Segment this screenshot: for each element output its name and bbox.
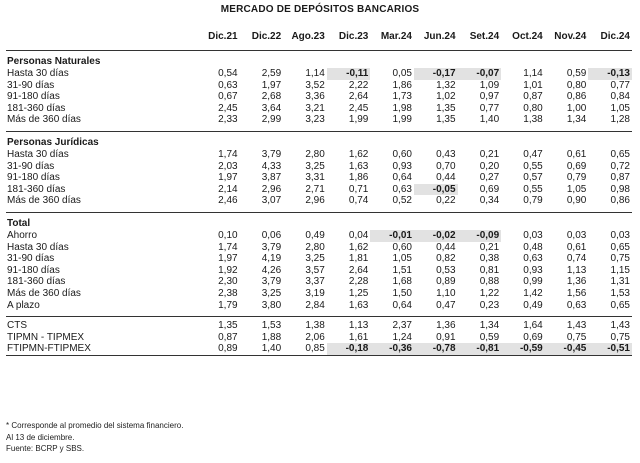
value-cell: 1,74 [218, 241, 238, 253]
value-cell: 0,03 [523, 229, 543, 241]
value-cell: 1,43 [610, 320, 630, 332]
row-label: Más de 360 días [7, 195, 81, 207]
row-label: 181-360 días [7, 183, 66, 195]
value-cell: 1,86 [348, 172, 369, 184]
value-cell: 0,53 [436, 264, 456, 276]
value-cell: 0,75 [566, 331, 587, 343]
row-label: Ahorro [7, 229, 38, 241]
table-row [6, 230, 632, 242]
value-cell: 2,80 [305, 148, 325, 160]
value-cell: -0,36 [370, 343, 414, 355]
value-cell: 0,34 [479, 195, 500, 207]
value-cell: 0,47 [436, 299, 456, 311]
value-cell: 1,42 [523, 287, 543, 299]
header-row [6, 22, 632, 51]
value-cell: 0,49 [305, 229, 325, 241]
value-cell: 0,88 [479, 276, 500, 288]
value-cell: 1,35 [436, 114, 456, 126]
row-label: 181-360 días [7, 276, 66, 288]
value-cell: 0,03 [610, 229, 630, 241]
value-cell: 2,46 [218, 195, 238, 207]
value-cell: 0,86 [566, 91, 587, 103]
value-cell: 0,81 [479, 264, 500, 276]
value-cell: 2,64 [348, 91, 369, 103]
value-cell: 1,97 [261, 79, 282, 91]
value-cell: 0,48 [523, 241, 543, 253]
value-cell: 4,33 [261, 160, 282, 172]
value-cell: 2,96 [261, 183, 282, 195]
value-cell: 0,59 [566, 68, 587, 79]
row-label: 181-360 días [7, 102, 66, 114]
value-cell: 0,85 [283, 343, 327, 355]
value-cell: 1,99 [392, 114, 412, 126]
value-cell: 0,60 [392, 241, 412, 253]
value-cell: 1,97 [218, 172, 238, 184]
row-label: Hasta 30 días [7, 68, 69, 79]
value-cell: 0,70 [436, 160, 456, 172]
value-cell: 0,91 [436, 331, 456, 343]
value-cell: -0,51 [588, 343, 632, 355]
value-cell: 1,63 [348, 299, 369, 311]
value-cell: -0,17 [414, 68, 458, 80]
value-cell: 0,44 [436, 172, 456, 184]
table-row [6, 242, 632, 254]
value-cell: -0,02 [414, 230, 458, 242]
value-cell: 1,05 [566, 183, 587, 195]
deposits-table [6, 22, 632, 356]
value-cell: 0,47 [523, 148, 543, 160]
table-row [6, 149, 632, 161]
table-row [6, 332, 632, 344]
column-header: Set.24 [458, 22, 502, 51]
value-cell: 0,54 [218, 68, 238, 79]
value-cell: 0,20 [479, 160, 500, 172]
value-cell: 1,92 [218, 264, 238, 276]
value-cell: -0,78 [414, 343, 458, 355]
section-title: Personas Naturales [7, 55, 101, 67]
value-cell: 1,35 [218, 320, 238, 332]
value-cell: -0,01 [370, 230, 414, 242]
value-cell: 1,15 [610, 264, 630, 276]
value-cell: 1,25 [348, 287, 369, 299]
value-cell: 0,63 [392, 183, 412, 195]
value-cell: 0,69 [523, 331, 543, 343]
column-header: Dic.24 [588, 22, 632, 51]
value-cell: 1,05 [610, 102, 630, 114]
value-cell: 0,43 [436, 148, 456, 160]
value-cell: 0,44 [436, 241, 456, 253]
row-label: FTIPMN-FTIPMEX [6, 343, 196, 355]
value-cell: 1,02 [436, 91, 456, 103]
value-cell: 1,62 [348, 241, 369, 253]
value-cell: 0,61 [566, 148, 587, 160]
value-cell: 1,63 [348, 160, 369, 172]
value-cell: 1,10 [436, 287, 456, 299]
value-cell: -0,81 [458, 343, 502, 355]
table-row [6, 184, 632, 196]
value-cell: 3,25 [261, 287, 282, 299]
value-cell: 2,38 [218, 287, 238, 299]
value-cell: -0,45 [545, 343, 589, 355]
value-cell: 0,74 [348, 195, 369, 207]
value-cell: 1,36 [436, 320, 456, 332]
value-cell: 2,14 [218, 183, 238, 195]
value-cell: 0,27 [479, 172, 500, 184]
value-cell: 0,23 [479, 299, 500, 311]
table-row [6, 343, 632, 355]
row-label: A plazo [7, 299, 40, 311]
value-cell: 0,38 [479, 253, 500, 265]
value-cell: 0,79 [523, 195, 543, 207]
value-cell: 0,72 [610, 160, 630, 172]
value-cell: -0,59 [501, 343, 545, 355]
row-label: 31-90 días [7, 79, 55, 91]
value-cell: 1,32 [436, 79, 456, 91]
table-row [6, 288, 632, 300]
value-cell: 1,43 [566, 320, 587, 332]
header-label-blank [6, 22, 196, 51]
column-header: Nov.24 [545, 22, 589, 51]
value-cell: 0,64 [392, 299, 412, 311]
value-cell: 0,63 [523, 253, 543, 265]
value-cell: 2,03 [218, 160, 238, 172]
value-cell: 1,50 [392, 287, 412, 299]
value-cell: -0,13 [588, 68, 632, 80]
value-cell: 1,62 [348, 148, 369, 160]
value-cell: 1,73 [392, 91, 412, 103]
value-cell: -0,09 [458, 230, 502, 242]
value-cell: 0,06 [261, 229, 282, 241]
value-cell: 0,98 [610, 183, 630, 195]
value-cell: 4,26 [261, 264, 282, 276]
value-cell: 0,87 [610, 172, 630, 184]
value-cell: 3,57 [305, 264, 325, 276]
value-cell: 3,79 [261, 241, 282, 253]
value-cell: 0,79 [566, 172, 587, 184]
row-label: 91-180 días [7, 91, 60, 103]
value-cell: 0,89 [196, 343, 240, 355]
value-cell: 0,80 [566, 79, 587, 91]
table-row [6, 300, 632, 312]
row-label: Hasta 30 días [7, 241, 69, 253]
table-row [6, 320, 632, 332]
value-cell: 3,79 [261, 276, 282, 288]
value-cell: 1,34 [566, 114, 587, 126]
value-cell: 1,88 [261, 331, 282, 343]
value-cell: 0,97 [479, 91, 500, 103]
value-cell: 0,61 [566, 241, 587, 253]
section-title: Personas Jurídicas [7, 136, 99, 148]
value-cell: 0,65 [610, 148, 630, 160]
table-row [6, 91, 632, 103]
footnotes [6, 420, 183, 455]
column-header: Dic.23 [327, 22, 371, 51]
value-cell: 0,21 [479, 148, 500, 160]
table-row [6, 172, 632, 184]
value-cell: 1,01 [523, 79, 543, 91]
value-cell: 2,06 [305, 331, 325, 343]
row-label: Hasta 30 días [7, 148, 69, 160]
value-cell: 1,34 [479, 320, 500, 332]
value-cell: -0,07 [458, 68, 502, 80]
value-cell: 1,24 [392, 331, 412, 343]
value-cell: 0,03 [566, 229, 587, 241]
column-header: Ago.23 [283, 22, 327, 51]
value-cell: 1,51 [392, 264, 412, 276]
value-cell: 0,86 [610, 195, 630, 207]
value-cell: 2,30 [218, 276, 238, 288]
value-cell: 3,52 [305, 79, 325, 91]
value-cell: 2,84 [305, 299, 325, 311]
value-cell: 1,64 [523, 320, 543, 332]
column-header: Dic.21 [196, 22, 240, 51]
section-header-row [6, 131, 632, 149]
value-cell: 0,05 [392, 68, 412, 79]
value-cell: 0,69 [566, 160, 587, 172]
value-cell: 1,28 [610, 114, 630, 126]
section-title: Total [7, 217, 31, 229]
value-cell: 2,45 [348, 102, 369, 114]
row-label: TIPMN - TIPMEX [7, 331, 85, 343]
value-cell: 3,79 [261, 148, 282, 160]
value-cell: 0,57 [523, 172, 543, 184]
value-cell: 2,59 [261, 68, 282, 79]
value-cell: 0,67 [218, 91, 238, 103]
value-cell: 3,80 [261, 299, 282, 311]
value-cell: 0,64 [392, 172, 412, 184]
value-cell: 0,99 [523, 276, 543, 288]
row-label: 91-180 días [7, 264, 60, 276]
value-cell: 0,75 [610, 331, 630, 343]
table-row [6, 68, 632, 80]
value-cell: 0,74 [566, 253, 587, 265]
value-cell: 1,40 [479, 114, 500, 126]
value-cell: 0,52 [392, 195, 412, 207]
value-cell: 2,99 [261, 114, 282, 126]
value-cell: 0,87 [523, 91, 543, 103]
value-cell: 1,97 [218, 253, 238, 265]
value-cell: 1,61 [348, 331, 369, 343]
value-cell: 0,10 [218, 229, 238, 241]
value-cell: 2,22 [348, 79, 369, 91]
value-cell: 0,59 [479, 331, 500, 343]
value-cell: 1,13 [566, 264, 587, 276]
table-row [6, 276, 632, 288]
value-cell: 2,68 [261, 91, 282, 103]
value-cell: -0,05 [414, 184, 458, 196]
value-cell: 0,75 [610, 253, 630, 265]
value-cell: 3,19 [305, 287, 325, 299]
value-cell: 3,25 [305, 253, 325, 265]
value-cell: 0,87 [218, 331, 238, 343]
table-row [6, 253, 632, 265]
value-cell: 2,64 [348, 264, 369, 276]
section-header-row [6, 212, 632, 230]
value-cell: 2,96 [305, 195, 325, 207]
value-cell: 0,04 [348, 229, 369, 241]
table-row [6, 195, 632, 207]
value-cell: 0,84 [610, 91, 630, 103]
value-cell: 0,55 [523, 160, 543, 172]
value-cell: 3,64 [261, 102, 282, 114]
table-row [6, 265, 632, 277]
footnote: Fuente: BCRP y SBS. [6, 444, 85, 453]
value-cell: 0,69 [479, 183, 500, 195]
value-cell: 1,22 [479, 287, 500, 299]
column-header: Mar.24 [370, 22, 414, 51]
footnote: * Corresponde al promedio del sistema financiero. [6, 421, 184, 430]
value-cell: 0,55 [523, 183, 543, 195]
value-cell: 3,07 [261, 195, 282, 207]
table-row [6, 114, 632, 126]
value-cell: 1,98 [392, 102, 412, 114]
value-cell: 2,37 [392, 320, 412, 332]
value-cell: 2,28 [348, 276, 369, 288]
value-cell: 1,38 [305, 320, 325, 332]
value-cell: -0,11 [327, 68, 371, 80]
value-cell: 2,45 [218, 102, 238, 114]
value-cell: 0,89 [436, 276, 456, 288]
value-cell: 1,56 [566, 287, 587, 299]
value-cell: 3,37 [305, 276, 325, 288]
value-cell: 0,93 [392, 160, 412, 172]
section-header-row [6, 51, 632, 69]
value-cell: 1,31 [610, 276, 630, 288]
value-cell: 1,00 [566, 102, 587, 114]
value-cell: 0,93 [523, 264, 543, 276]
value-cell: 1,09 [479, 79, 500, 91]
row-label: 31-90 días [7, 160, 55, 172]
table-row [6, 80, 632, 92]
value-cell: 1,05 [392, 253, 412, 265]
value-cell: 0,65 [610, 299, 630, 311]
value-cell: 0,90 [566, 195, 587, 207]
value-cell: 4,19 [261, 253, 282, 265]
value-cell: 3,21 [305, 102, 325, 114]
value-cell: 1,38 [523, 114, 543, 126]
table-body [6, 51, 632, 356]
value-cell: 1,53 [610, 287, 630, 299]
value-cell: 3,87 [261, 172, 282, 184]
row-label: 31-90 días [7, 253, 55, 265]
value-cell: 1,79 [218, 299, 238, 311]
value-cell: 3,36 [305, 91, 325, 103]
value-cell: 3,23 [305, 114, 325, 126]
value-cell: 1,53 [261, 320, 282, 332]
value-cell: 0,22 [436, 195, 456, 207]
value-cell: 1,74 [218, 148, 238, 160]
value-cell: 0,77 [479, 102, 500, 114]
value-cell: 1,13 [348, 320, 369, 332]
value-cell: 0,71 [348, 183, 369, 195]
value-cell: 0,65 [610, 241, 630, 253]
value-cell: 1,40 [240, 343, 284, 355]
value-cell: 1,14 [523, 68, 543, 79]
value-cell: 3,31 [305, 172, 325, 184]
value-cell: -0,18 [327, 343, 371, 355]
value-cell: 0,80 [523, 102, 543, 114]
value-cell: 2,33 [218, 114, 238, 126]
value-cell: 1,99 [348, 114, 369, 126]
column-header: Oct.24 [501, 22, 545, 51]
table-title: MERCADO DE DEPÓSITOS BANCARIOS [220, 4, 420, 15]
value-cell: 0,49 [523, 299, 543, 311]
value-cell: 1,36 [566, 276, 587, 288]
value-cell: 3,25 [305, 160, 325, 172]
value-cell: 1,14 [305, 68, 325, 79]
row-label: CTS [7, 320, 27, 332]
footnote: Al 13 de diciembre. [6, 432, 75, 442]
row-label: Más de 360 días [7, 287, 81, 299]
value-cell: 0,21 [479, 241, 500, 253]
value-cell: 1,81 [348, 253, 369, 265]
table-row [6, 161, 632, 173]
value-cell: 0,77 [610, 79, 630, 91]
value-cell: 2,80 [305, 241, 325, 253]
value-cell: 1,86 [392, 79, 412, 91]
value-cell: 2,71 [305, 183, 325, 195]
column-header: Dic.22 [240, 22, 284, 51]
value-cell: 0,60 [392, 148, 412, 160]
value-cell: 1,68 [392, 276, 412, 288]
row-label: Más de 360 días [7, 114, 81, 126]
row-label: 91-180 días [7, 172, 60, 184]
value-cell: 0,82 [436, 253, 456, 265]
value-cell: 0,63 [218, 79, 238, 91]
column-header: Jun.24 [414, 22, 458, 51]
table-row [6, 103, 632, 115]
value-cell: 1,35 [436, 102, 456, 114]
value-cell: 0,63 [566, 299, 587, 311]
